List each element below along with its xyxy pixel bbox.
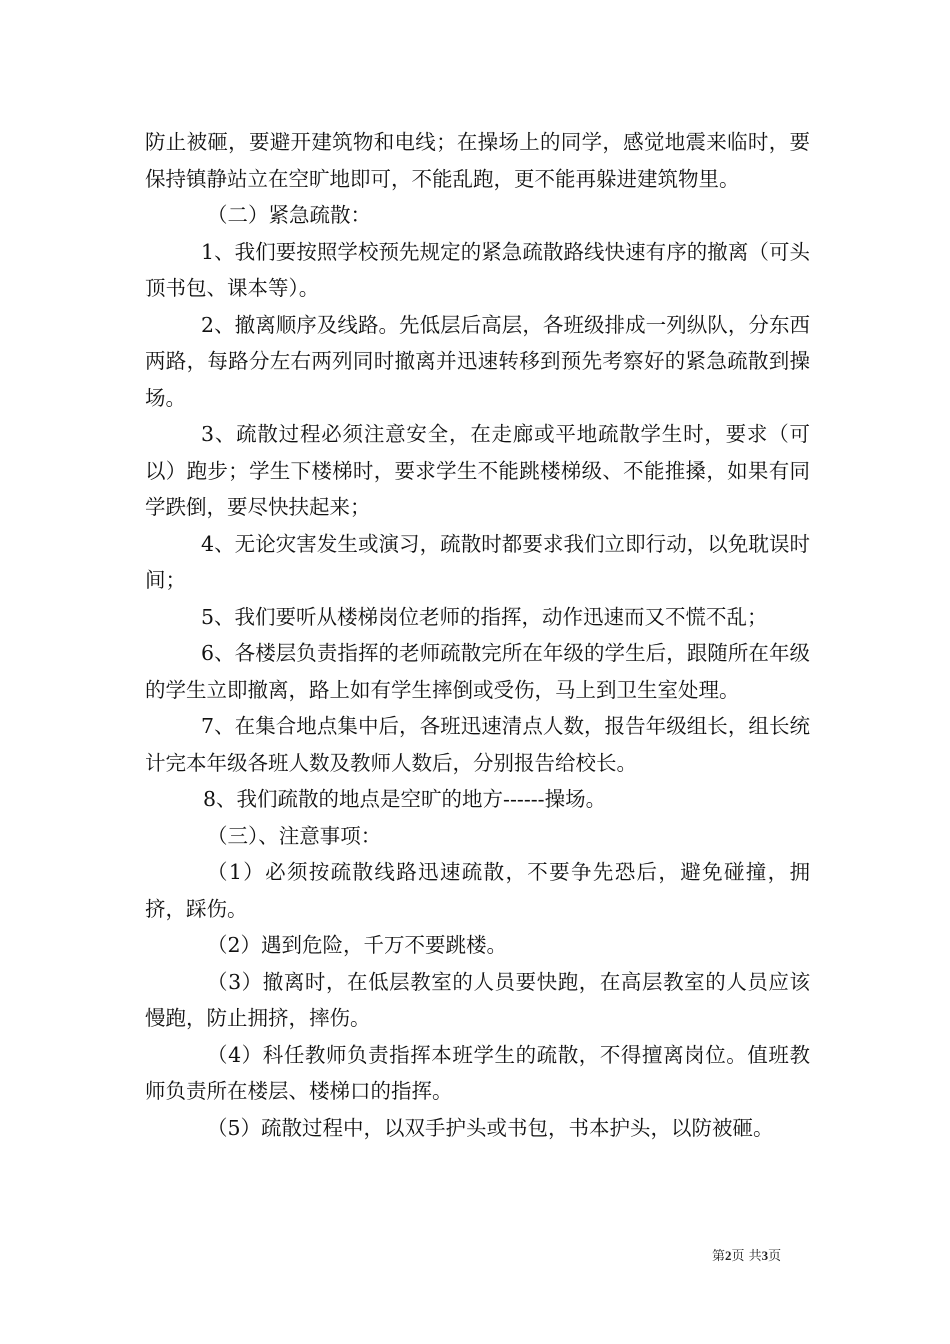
document-body [145, 124, 810, 1146]
page-number-footer [712, 1248, 781, 1265]
evacuation-item-3: 3、疏散过程必须注意安全，在走廊或平地疏散学生时，要求（可以）跑步；学生下楼梯时，要求学生不能跳楼梯级、不能推搡，如果有同学跌倒，要尽快扶起来； [145, 422, 810, 519]
evacuation-item-6: 6、各楼层负责指挥的老师疏散完所在年级的学生后，跟随所在年级的学生立即撤离，路上如有学生摔倒或受伤，马上到卫生室处理。 [145, 641, 810, 702]
precaution-item-4: （4）科任教师负责指挥本班学生的疏散，不得擅离岗位。值班教师负责所在楼层、楼梯口的指挥。 [145, 1042, 810, 1103]
current-page-number: 2 [725, 1248, 732, 1263]
precaution-item-3: （3）撤离时，在低层教室的人员要快跑，在高层教室的人员应该慢跑，防止拥挤，摔伤。 [145, 969, 810, 1030]
total-page-count: 3 [761, 1248, 769, 1263]
evacuation-item-8: 8、我们疏散的地点是空旷的地方------操场。 [203, 787, 607, 811]
footer-middle: 页 共 [731, 1249, 762, 1264]
paragraph-continuation: 防止被砸，要避开建筑物和电线；在操场上的同学，感觉地震来临时，要保持镇静站立在空旷地即可，不能乱跑，更不能再躲进建筑物里。 [145, 130, 810, 191]
footer-prefix: 第 [712, 1249, 726, 1264]
evacuation-item-5: 5、我们要听从楼梯岗位老师的指挥，动作迅速而又不慌不乱； [201, 604, 768, 629]
evacuation-item-2: 2、撤离顺序及线路。先低层后高层，各班级排成一列纵队，分东西两路，每路分左右两列同时撤离并迅速转移到预先考察好的紧急疏散到操场。 [145, 312, 810, 410]
evacuation-item-1: 1、我们要按照学校预先规定的紧急疏散路线快速有序的撤离（可头顶书包、课本等）。 [145, 239, 810, 300]
section-heading-precautions: （三）、注意事项： [207, 823, 382, 848]
precaution-item-1: （1）必须按疏散线路迅速疏散，不要争先恐后，避免碰撞，拥挤，踩伤。 [145, 860, 810, 921]
evacuation-item-7: 7、在集合地点集中后，各班迅速清点人数，报告年级组长，组长统计完本年级各班人数及教师人数后，分别报告给校长。 [145, 714, 810, 775]
precaution-item-5: （5）疏散过程中，以双手护头或书包，书本护头，以防被砸。 [207, 1115, 774, 1140]
section-heading-emergency-evacuation: （二）紧急疏散： [207, 203, 371, 227]
precaution-item-2: （2）遇到危险，千万不要跳楼。 [207, 933, 508, 957]
footer-suffix: 页 [768, 1249, 782, 1264]
evacuation-item-4: 4、无论灾害发生或演习，疏散时都要求我们立即行动，以免耽误时间； [145, 531, 810, 592]
